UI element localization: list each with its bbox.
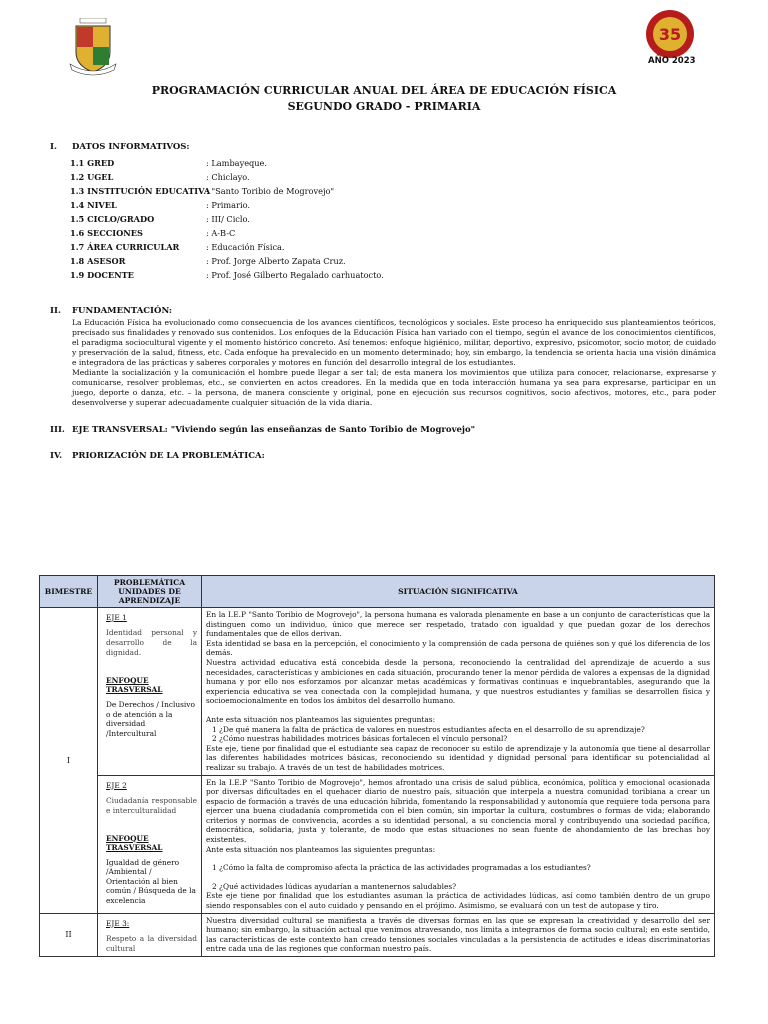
- spacer: [206, 873, 710, 882]
- spacer: [206, 854, 710, 863]
- situacion-paragraph: En la I.E.P "Santo Toribio de Mogrovejo", hemos afrontado una crisis de salud pública, económica, política y emocional ocasionada por diversas dificultades en el quehacer diario de nuestro país, situación que interpela a nuestra comunidad toribiana a crear un espacio de formación a través de una educación híbrida, fomentando la responsabilidad y autonomía que requiere toda persona para ejercer una buena ciudadanía comprometida con el bien común, sin importar la cultura, costumbres o formas de vida; elaborando criterios y normas de convivencia, acordes a su identidad personal, a su conciencia moral y contribuyendo una sociedad pacífica, democrática, solidaria, justa y tolerante, de modo que estas situaciones no sean fuente de ahondamiento de las brechas hoy existentes.: [206, 777, 710, 845]
- info-value: : Prof. Jorge Alberto Zapata Cruz.: [206, 256, 346, 266]
- situacion-cell: [202, 775, 715, 913]
- table-row: [40, 608, 715, 776]
- table-row: [40, 775, 715, 913]
- info-label: 1.4 NIVEL: [70, 200, 117, 210]
- info-value: : Educación Física.: [206, 242, 285, 252]
- situacion-paragraph: 1 ¿Cómo la falta de compromiso afecta la práctica de las actividades programadas a los estudiantes?: [212, 863, 591, 873]
- section-number: I.: [50, 142, 57, 152]
- school-crest-logo: [68, 18, 118, 76]
- eje-title: EJE 2: [106, 780, 127, 790]
- situacion-paragraph: 1 ¿De qué manera la falta de práctica de valores en nuestros estudiantes afecta en el desarrollo de su aprendizaje?: [212, 724, 645, 734]
- enfoque-title: ENFOQUE TRASVERSAL: [106, 833, 163, 852]
- anniversary-badge-logo: [644, 8, 696, 60]
- situacion-paragraph: Nuestra diversidad cultural se manifiesta a través de diversas formas en las que se expresan la creatividad y desarrollo del ser humano; sin embargo, la situación actual que venimos atravesando, nos limita a integrarnos de forma socio cultural; en este sentido, las características de este contexto han creado tensiones sociales vinculadas a la persistencia de actitudes e ideas discriminatorias entre cada una de las regiones que conforman nuestro país.: [206, 915, 710, 954]
- column-header-bimestre: BIMESTRE: [40, 576, 98, 608]
- info-value: : Lambayeque.: [206, 158, 267, 168]
- spacer: [206, 706, 710, 715]
- table-header-row: [40, 576, 715, 608]
- bimestre-cell: II: [40, 913, 98, 956]
- section-number: IV.: [50, 451, 63, 461]
- section-title: DATOS INFORMATIVOS:: [72, 142, 190, 152]
- info-value: : Chiclayo.: [206, 172, 250, 182]
- problematica-table: [39, 575, 715, 957]
- situacion-paragraph: 2 ¿Qué actividades lúdicas ayudarían a mantenernos saludables?: [212, 881, 457, 891]
- situacion-paragraph: Este eje, tiene por finalidad que el estudiante sea capaz de reconocer su estilo de aprendizaje y la autonomía que tiene al desarrollar las diferentes habilidades motrices básicas, reconociendo su identidad y dignidad personal para identificar su potencialidad al realizar su trabajo. A través de un test de habilidades motrices.: [206, 743, 710, 772]
- eje-description: Identidad personal y desarrollo de la dignidad.: [106, 628, 197, 657]
- info-label: 1.9 DOCENTE: [70, 270, 134, 280]
- paragraph: Mediante la socialización y la comunicación el hombre puede llegar a ser tal; de esta manera los movimientos que utiliza para conocer, relacionarse, expresarse y comunicarse, resolver problemas, etc., se convierten en actos creadores. En la medida que en toda interacción humana ya sea para expresarse, participar en un juego, deporte o danza, etc. – la persona, de manera consciente y original, pone en ejecución sus recursos cognitivos, socio afectivos, motores, etc., para poder desenvolverse y superar adecuadamente cualquier situación de la vida diaria.: [72, 368, 716, 407]
- problematica-cell: [98, 608, 202, 776]
- enfoque-description: De Derechos / Inclusivo o de atención a la diversidad /Intercultural: [106, 700, 195, 738]
- info-label: 1.2 UGEL: [70, 172, 114, 182]
- situacion-paragraph: Nuestra actividad educativa está concebida desde la persona, reconociendo la centralidad del aprendizaje de acuerdo a sus necesidades, características y ambiciones en cada situación, procurando tener la menor pérdida de valores a expensas de la dignidad humana y por ello nos esforzamos por alcanzar metas académicas y formativas continuas e inquebrantables, asegurando que la experiencia educativa se vea conectada con la complejidad humana, y que nuestros estudiantes y familias se desarrollen física y socioemocionalmente en todos los ámbitos del desarrollo humano.: [206, 657, 710, 706]
- eje-title: EJE 3:: [106, 918, 130, 928]
- situacion-paragraph: En la I.E.P "Santo Toribio de Mogrovejo", la persona humana es valorada plenamente en base a un conjunto de características que la distinguen como un individuo, único que merece ser respetado, tratado con igualdad y que puedan gozar de los derechos fundamentales que de ellos derivan.: [206, 610, 710, 639]
- situacion-cell: [202, 608, 715, 776]
- svg-text:35: 35: [658, 25, 682, 44]
- table-row: [40, 913, 715, 956]
- eje-description: Ciudadanía responsable e interculturalidad: [106, 795, 197, 815]
- eje-title: EJE 1: [106, 613, 127, 622]
- enfoque-title: ENFOQUE TRASVERSAL: [106, 676, 163, 694]
- info-value: : III/ Ciclo.: [206, 214, 250, 224]
- page-subtitle: SEGUNDO GRADO - PRIMARIA: [287, 100, 481, 113]
- column-header-situacion: SITUACIÓN SIGNIFICATIVA: [202, 576, 715, 608]
- paragraph: La Educación Física ha evolucionado como consecuencia de los avances científicos, tecnológicos y sociales. Este proceso ha enriquecido sus planteamientos teóricos, precisado sus finalidades y renovado sus contenidos. Los enfoques de la Educación Física han variado con el tiempo, según el avance de los conocimientos científicos, el paradigma sociocultural vigente y el momento histórico concreto. Así tenemos: enfoque higiénico, militar, deportivo, expresivo, psicomotor, socio motor, de cuidado y preservación de la salud, fitness, etc. Cada enfoque ha prevalecido en un momento determinado; hoy, sin embargo, la tendencia se orienta hacia una visión dinámica e integradora de las prácticas y saberes corporales y motores en función del desarrollo integral de los estudiantes.: [72, 318, 716, 367]
- fundamentacion-text: [72, 318, 716, 408]
- situacion-paragraph: Este eje tiene por finalidad que los estudiantes asuman la práctica de actividades lúdicas, así como también dentro de un grupo siendo responsables con el auto cuidado y pensando en el prójimo. Asimismo, se evaluará con un test de autopase y tiro.: [206, 891, 710, 911]
- info-value: : Prof. José Gilberto Regalado carhuatocto.: [206, 270, 384, 280]
- info-label: 1.3 INSTITUCIÓN EDUCATIVA: [70, 186, 211, 196]
- info-label: 1.5 CICLO/GRADO: [70, 214, 155, 224]
- column-header-problematica: PROBLEMÁTICA UNIDADES DE APRENDIZAJE: [98, 576, 202, 608]
- situacion-paragraph: Ante esta situación nos planteamos las siguientes preguntas:: [206, 714, 436, 724]
- info-value: : A-B-C: [206, 228, 236, 238]
- eje-description: Respeto a la diversidad cultural: [106, 933, 197, 953]
- enfoque-description: Igualdad de género /Ambiental / Orientación al bien común / Búsqueda de la excelencia: [106, 857, 196, 905]
- bimestre-cell: I: [40, 608, 98, 914]
- situacion-cell: [202, 913, 715, 956]
- page-title: PROGRAMACIÓN CURRICULAR ANUAL DEL ÁREA DE EDUCACIÓN FÍSICA: [151, 84, 617, 97]
- section-title: PRIORIZACIÓN DE LA PROBLEMÁTICA:: [72, 451, 265, 461]
- section-number: II.: [50, 306, 61, 316]
- situacion-paragraph: Esta identidad se basa en la percepción, el conocimiento y la comprensión de cada persona de quiénes son y qué los diferencia de los demás.: [206, 638, 710, 658]
- info-value: : "Santo Toribio de Mogrovejo": [206, 186, 335, 196]
- section-title: EJE TRANSVERSAL: "Viviendo según las enseñanzas de Santo Toribio de Mogrovejo": [72, 425, 476, 435]
- section-number: III.: [50, 425, 65, 435]
- problematica-cell: [98, 913, 202, 956]
- problematica-cell: [98, 775, 202, 913]
- section-title: FUNDAMENTACIÓN:: [72, 306, 173, 316]
- info-label: 1.1 GRED: [70, 158, 115, 168]
- year-label: AÑO 2023: [648, 56, 696, 66]
- info-label: 1.7 ÁREA CURRICULAR: [70, 242, 180, 252]
- situacion-paragraph: 2 ¿Cómo nuestras habilidades motrices básicas fortalecen el vínculo personal?: [212, 734, 508, 744]
- info-label: 1.8 ASESOR: [70, 256, 126, 266]
- situacion-paragraph: Ante esta situación nos planteamos las siguientes preguntas:: [206, 844, 436, 854]
- info-value: : Primario.: [206, 200, 250, 210]
- info-label: 1.6 SECCIONES: [70, 228, 143, 238]
